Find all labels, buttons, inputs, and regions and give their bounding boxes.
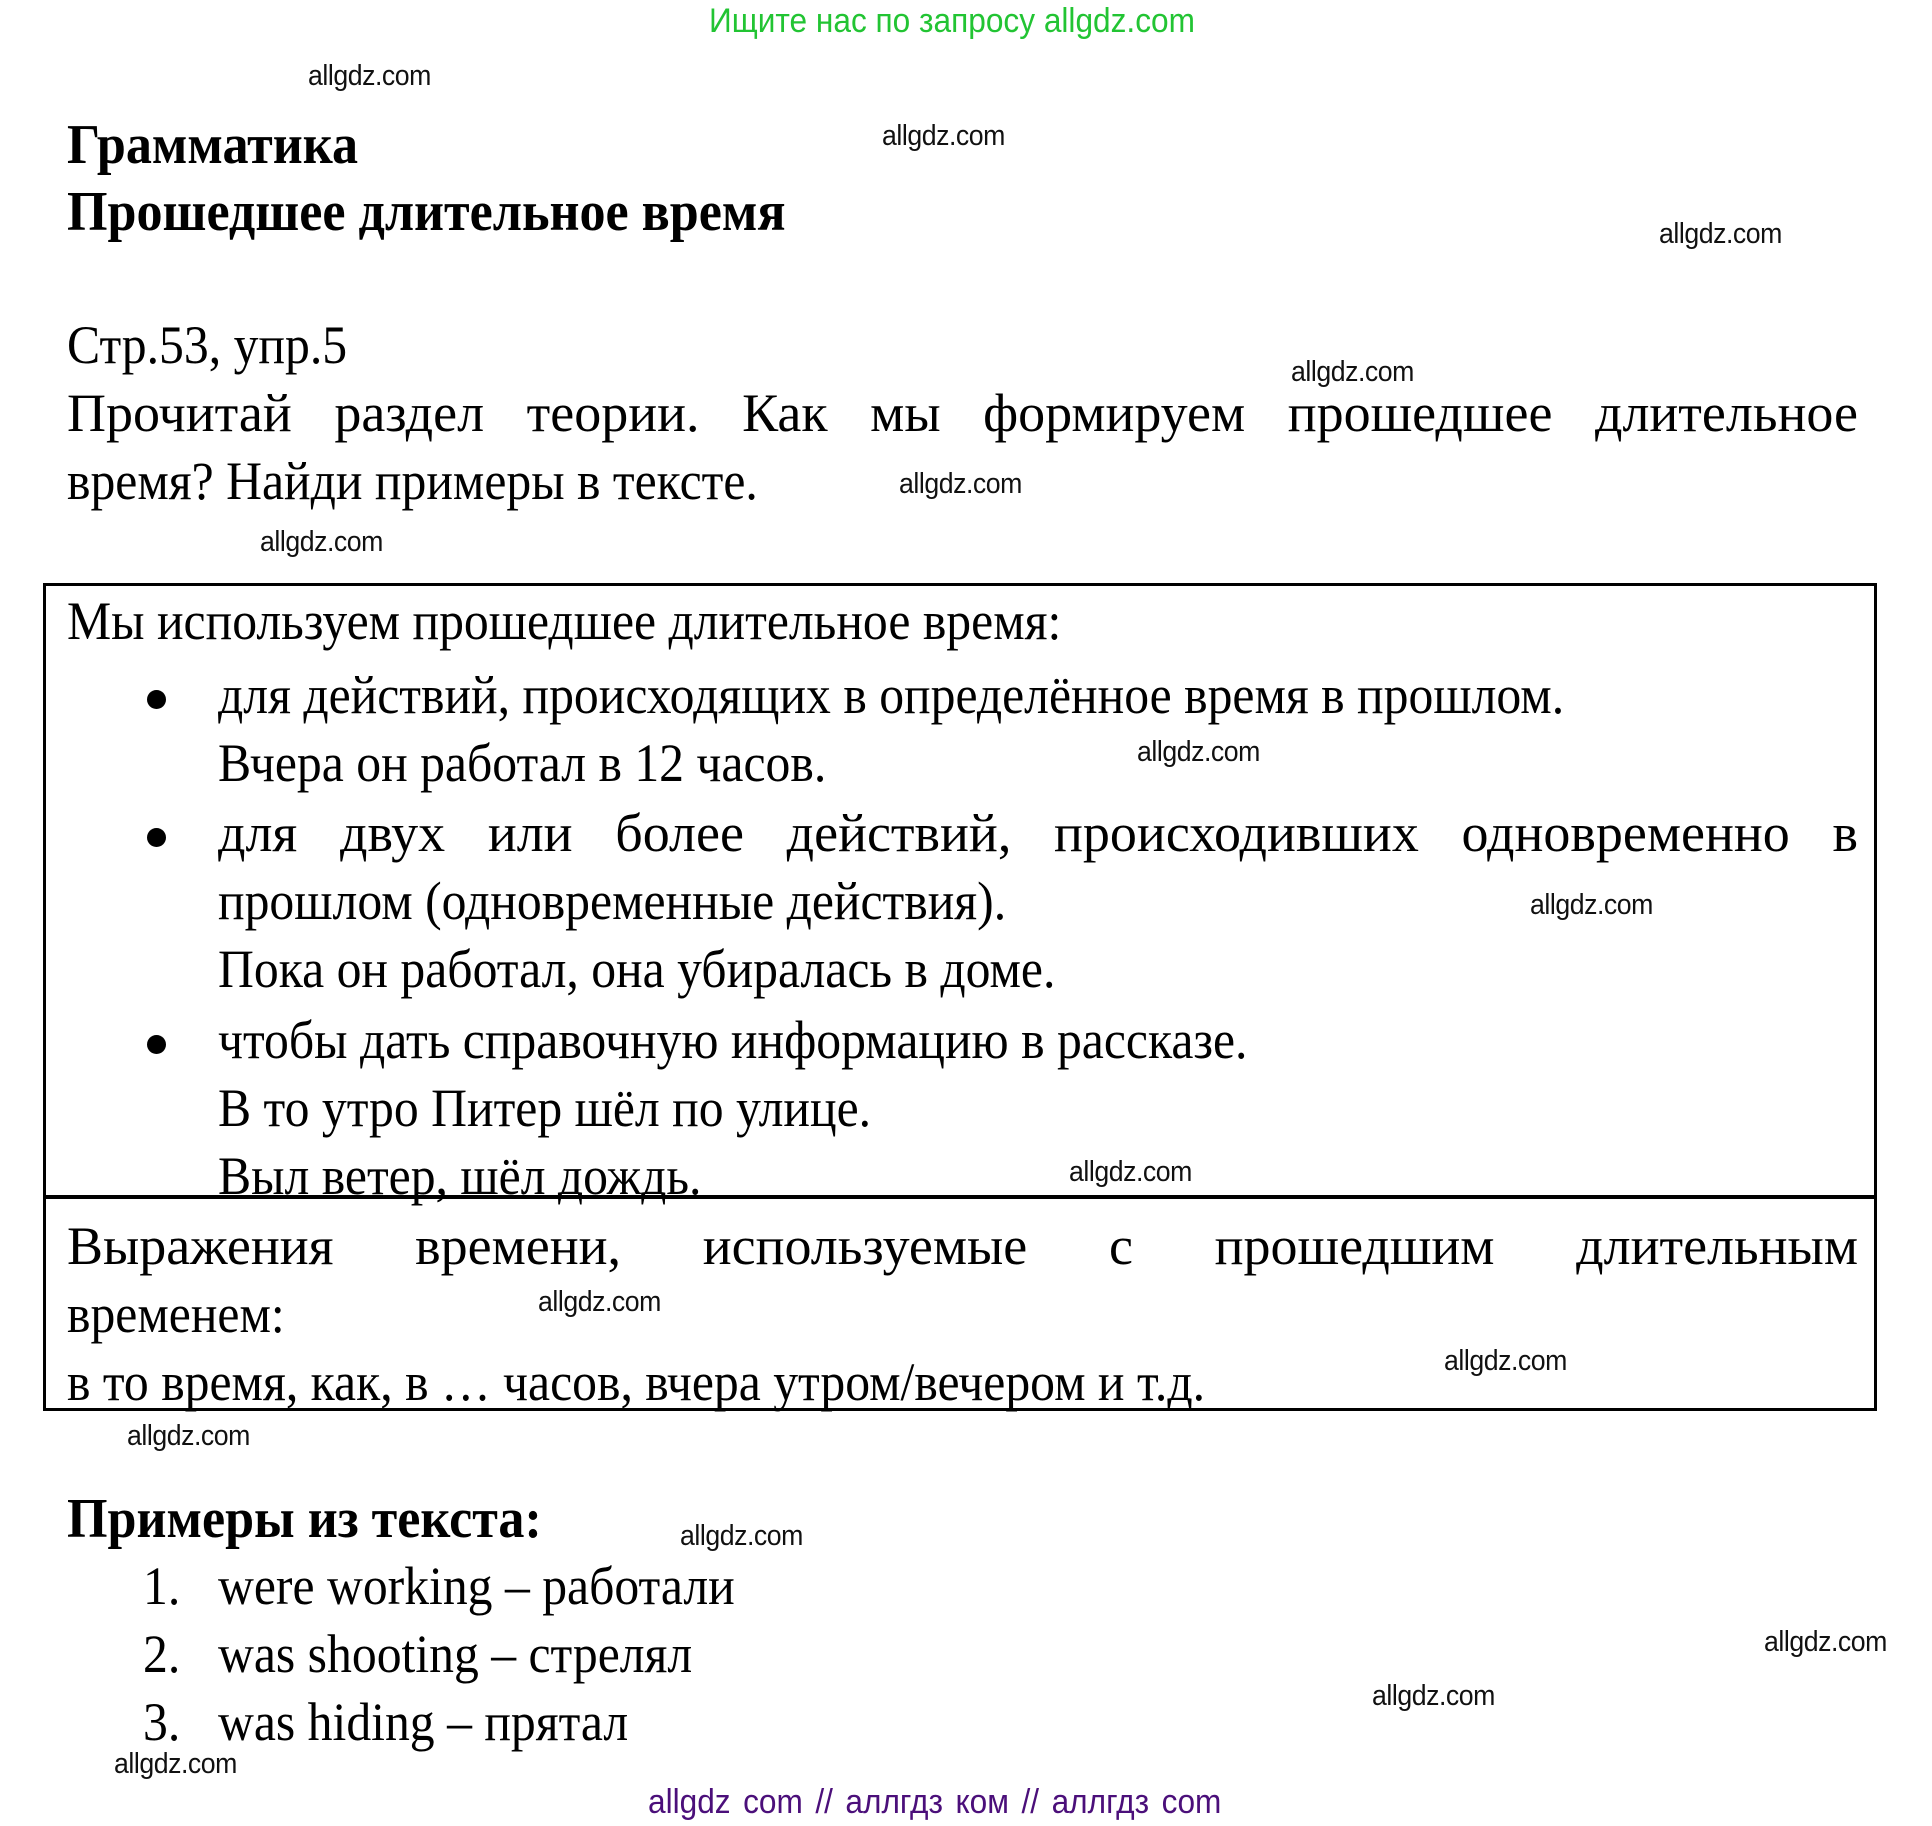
word: действий, <box>786 803 1012 863</box>
word: прошедшее <box>1287 383 1553 443</box>
bullet-2-rule-line-2: прошлом (одновременные действия). <box>218 871 1007 931</box>
bullet-3-example-2: Выл ветер, шёл дождь. <box>218 1146 702 1206</box>
watermark: allgdz.com <box>114 1748 237 1780</box>
bullet-2-rule-line-1 <box>218 802 1858 864</box>
example-item-2: was shooting – стрелял <box>218 1624 693 1684</box>
instruction-line-1 <box>67 382 1858 444</box>
bullet-3-rule: чтобы дать справочную информацию в рассказе. <box>218 1010 1248 1070</box>
word: одновременно <box>1461 803 1790 863</box>
word: происходивших <box>1054 803 1419 863</box>
watermark: allgdz.com <box>1530 889 1653 921</box>
topic-title: Прошедшее длительное время <box>67 181 786 243</box>
bottom-site-banner[interactable]: allgdz com // аллгдз ком // аллгдз com <box>648 1783 1222 1821</box>
bullet-1-rule: для действий, происходящих в определённое время в прошлом. <box>218 665 1565 725</box>
word: используемые <box>702 1216 1028 1276</box>
word: Как <box>742 383 828 443</box>
example-number: 2. <box>143 1624 181 1684</box>
example-item-3: was hiding – прятал <box>218 1692 629 1752</box>
word: формируем <box>983 383 1246 443</box>
bullet-icon <box>147 690 166 709</box>
word: теории. <box>526 383 700 443</box>
theory-intro: Мы используем прошедшее длительное время: <box>67 591 1062 651</box>
word: в <box>1832 803 1858 863</box>
expressions-line-2: временем: <box>67 1284 285 1344</box>
word: с <box>1108 1216 1133 1276</box>
watermark: allgdz.com <box>260 526 383 558</box>
examples-heading: Примеры из текста: <box>67 1488 542 1550</box>
expressions-list: в то время, как, в … часов, вчера утром/вечером и т.д. <box>67 1352 1206 1412</box>
bullet-icon <box>147 828 166 847</box>
word: Прочитай <box>67 383 292 443</box>
word: длительным <box>1576 1216 1858 1276</box>
word: прошедшим <box>1214 1216 1495 1276</box>
bullet-icon <box>147 1035 166 1054</box>
watermark: allgdz.com <box>127 1420 250 1452</box>
exercise-reference: Стр.53, упр.5 <box>67 315 348 375</box>
instruction-line-2: время? Найди примеры в тексте. <box>67 451 758 511</box>
word: двух <box>339 803 446 863</box>
word: для <box>218 803 298 863</box>
example-number: 1. <box>143 1556 181 1616</box>
example-number: 3. <box>143 1692 181 1752</box>
expressions-line-1 <box>67 1215 1858 1277</box>
watermark: allgdz.com <box>882 120 1005 152</box>
word: Выражения <box>67 1216 334 1276</box>
example-item-1: were working – работали <box>218 1556 735 1616</box>
bullet-2-example: Пока он работал, она убиралась в доме. <box>218 939 1056 999</box>
watermark: allgdz.com <box>1764 1626 1887 1658</box>
word: мы <box>870 383 941 443</box>
watermark: allgdz.com <box>1137 736 1260 768</box>
bullet-3-example-1: В то утро Питер шёл по улице. <box>218 1078 872 1138</box>
watermark: allgdz.com <box>1291 356 1414 388</box>
watermark: allgdz.com <box>680 1520 803 1552</box>
word: раздел <box>334 383 485 443</box>
watermark: allgdz.com <box>1659 218 1782 250</box>
top-search-banner[interactable]: Ищите нас по запросу allgdz.com <box>709 2 1195 40</box>
word: более <box>615 803 744 863</box>
watermark: allgdz.com <box>538 1286 661 1318</box>
watermark: allgdz.com <box>1069 1156 1192 1188</box>
word: или <box>487 803 573 863</box>
watermark: allgdz.com <box>1444 1345 1567 1377</box>
watermark: allgdz.com <box>899 468 1022 500</box>
word: времени, <box>415 1216 622 1276</box>
word: длительное <box>1594 383 1858 443</box>
watermark: allgdz.com <box>1372 1680 1495 1712</box>
bullet-1-example: Вчера он работал в 12 часов. <box>218 733 827 793</box>
watermark: allgdz.com <box>308 60 431 92</box>
section-title: Грамматика <box>67 114 359 176</box>
